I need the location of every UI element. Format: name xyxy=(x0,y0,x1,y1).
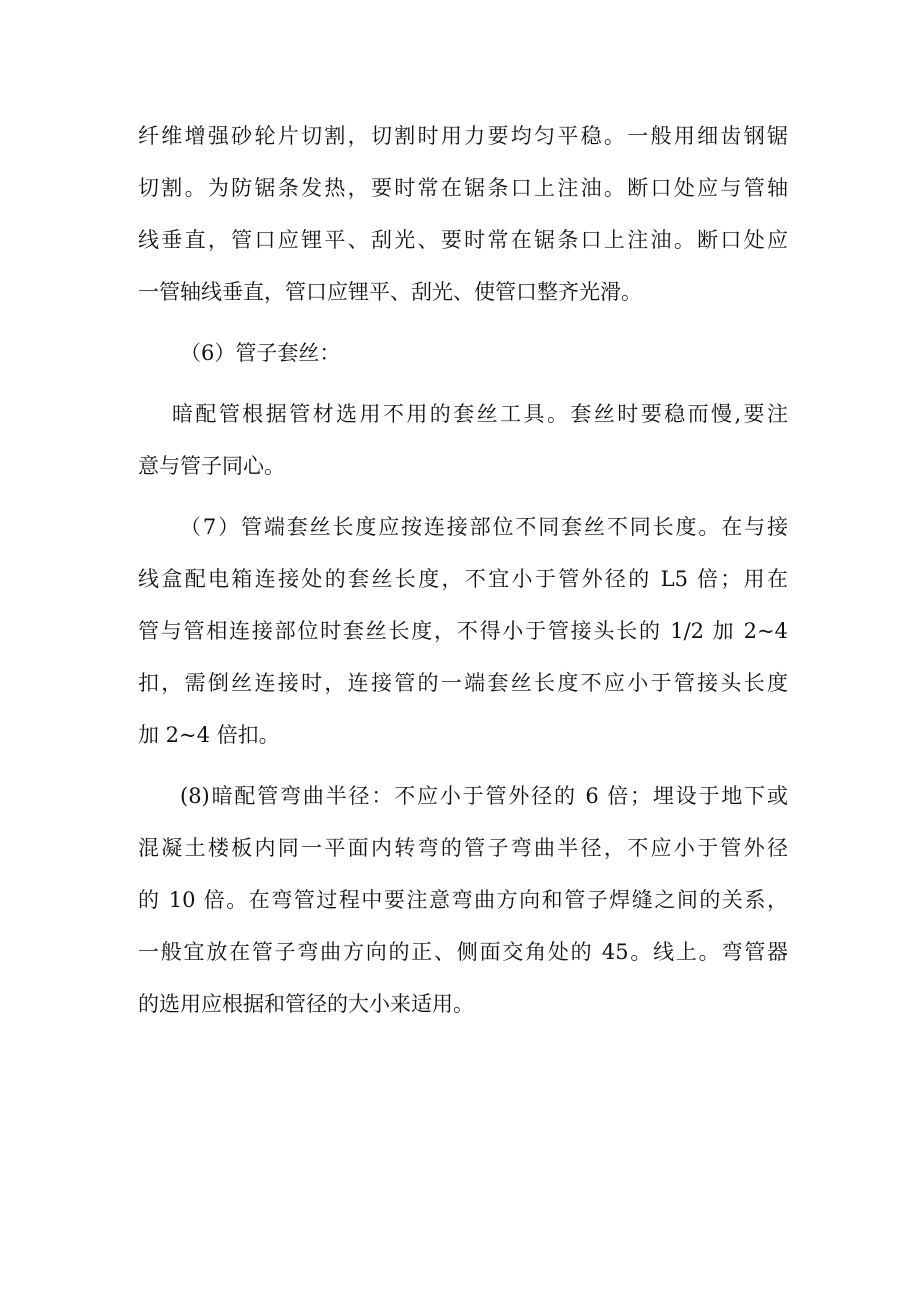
paragraph-line: 一管轴线垂直，管口应锂平、刮光、使管口整齐光滑。 xyxy=(138,280,642,304)
paragraph-line: 的选用应根据和管径的大小来适用。 xyxy=(138,992,474,1016)
paragraph-line: 线垂直，管口应锂平、刮光、要时常在锯条口上注油。断口处应 xyxy=(138,228,788,252)
paragraph-line: 纤维增强砂轮片切割，切割时用力要均匀平稳。一般用细齿钢锯 xyxy=(138,124,788,148)
paragraph-line: 一般宜放在管子弯曲方向的正、侧面交角处的 45。线上。弯管器 xyxy=(138,940,788,964)
document-body xyxy=(138,110,788,1030)
section-heading-6: （6）管子套丝： xyxy=(180,341,341,365)
paragraph-line: 加 2~4 倍扣。 xyxy=(138,723,280,747)
paragraph-line: 线盒配电箱连接处的套丝长度，不宜小于管外径的 L5 倍；用在 xyxy=(138,567,788,591)
paragraph-line: 的 10 倍。在弯管过程中要注意弯曲方向和管子焊缝之间的关系， xyxy=(138,888,788,912)
paragraph-line: 扣，需倒丝连接时，连接管的一端套丝长度不应小于管接头长度 xyxy=(138,671,788,695)
section-item-7: （7）管端套丝长度应按连接部位不同套丝不同长度。在与接 xyxy=(180,515,788,539)
paragraph-line: 意与管子同心。 xyxy=(138,454,285,478)
paragraph-line: 切割。为防锯条发热，要时常在锯条口上注油。断口处应与管轴 xyxy=(138,176,788,200)
section-item-8: (8)暗配管弯曲半径：不应小于管外径的 6 倍；埋设于地下或 xyxy=(180,784,788,808)
paragraph-line: 混凝土楼板内同一平面内转弯的管子弯曲半径，不应小于管外径 xyxy=(138,836,788,860)
paragraph-line: 管与管相连接部位时套丝长度，不得小于管接头长的 1/2 加 2~4 xyxy=(138,619,788,643)
paragraph-line: 暗配管根据管材选用不用的套丝工具。套丝时要稳而慢,要注 xyxy=(172,402,788,426)
